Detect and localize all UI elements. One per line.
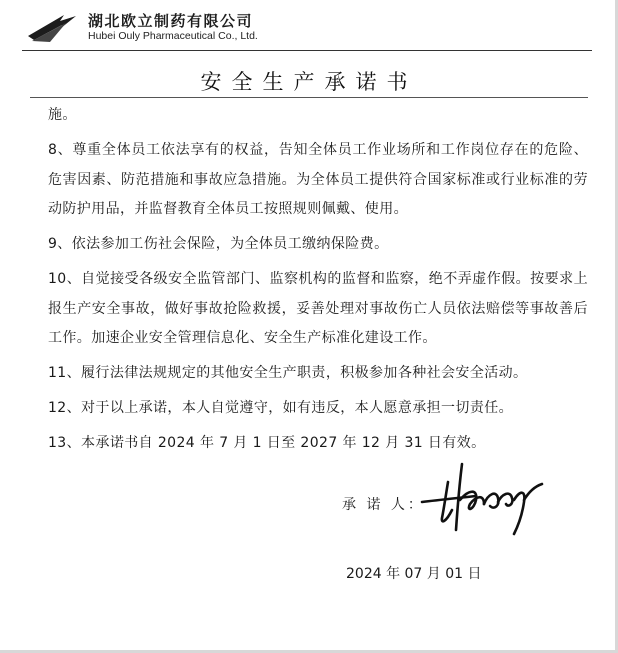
company-logo-icon bbox=[26, 12, 78, 46]
paragraph-item-10: 10、自觉接受各级安全监管部门、监察机构的监督和监察，绝不弄虚作假。按要求上报生产安全事故，做好事故抢险救援，妥善处理对事故伤亡人员依法赔偿等事故善后工作。加速企业安全管理信息化、安全生产标准化建设工作。 bbox=[48, 271, 588, 346]
signer-label: 承 诺 人： bbox=[342, 497, 425, 513]
title-divider bbox=[30, 97, 588, 98]
paragraph-item-11: 11、履行法律法规规定的其他安全生产职责，积极参加各种社会安全活动。 bbox=[48, 365, 528, 381]
paragraph-item-9: 9、依法参加工伤社会保险，为全体员工缴纳保险费。 bbox=[48, 236, 389, 252]
sign-date: 2024 年 07 月 01 日 bbox=[346, 566, 482, 582]
document-body bbox=[48, 101, 588, 464]
handwritten-signature bbox=[418, 460, 548, 538]
paragraph-item-12: 12、对于以上承诺，本人自觉遵守，如有违反，本人愿意承担一切责任。 bbox=[48, 400, 514, 416]
header-divider bbox=[22, 50, 592, 51]
company-name-en: Hubei Ouly Pharmaceutical Co., Ltd. bbox=[88, 30, 258, 42]
document-title: 安全生产承诺书 bbox=[200, 70, 418, 94]
paragraph-item-13: 13、本承诺书自 2024 年 7 月 1 日至 2027 年 12 月 31 日有效。 bbox=[48, 435, 486, 451]
company-name-cn: 湖北欧立制药有限公司 bbox=[88, 12, 254, 30]
paragraph-continuation: 施。 bbox=[48, 107, 77, 123]
paragraph-item-8: 8、尊重全体员工依法享有的权益，告知全体员工作业场所和工作岗位存在的危险、危害因素、防范措施和事故应急措施。为全体员工提供符合国家标准或行业标准的劳动防护用品，并监督教育全体员工按照规则佩戴、使用。 bbox=[48, 142, 588, 217]
